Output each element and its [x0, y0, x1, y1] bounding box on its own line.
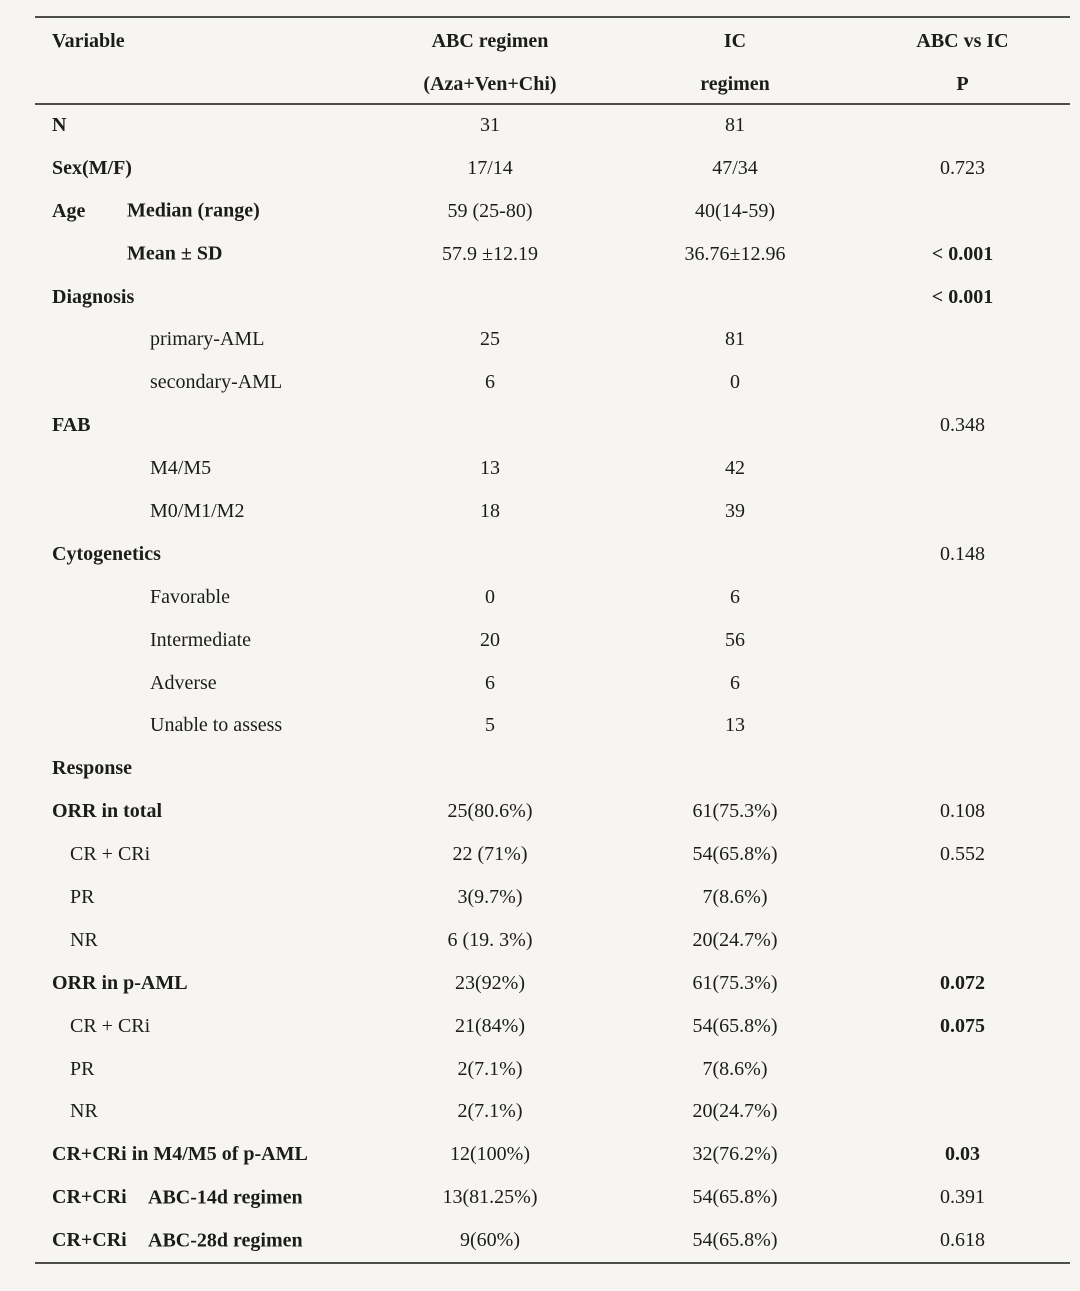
p-value-cell: 0.108 [940, 800, 985, 823]
table-row [35, 318, 1070, 361]
table-row [35, 1090, 1070, 1133]
variable-cell [35, 361, 365, 404]
header-p-line2: P [956, 73, 969, 95]
row-label: CR + CRi [70, 1014, 151, 1037]
table-row [35, 490, 1070, 533]
ic-value-cell: 20(24.7%) [692, 1100, 778, 1123]
abc-value-cell: 18 [480, 499, 500, 522]
row-label: FAB [52, 414, 91, 437]
abc-value-cell: 5 [485, 714, 495, 737]
p-value-cell: 0.348 [940, 414, 985, 437]
variable-cell [35, 876, 365, 919]
row-label: ORR in p-AML [52, 971, 188, 994]
table-row [35, 233, 1070, 276]
variable-cell [35, 147, 365, 190]
ic-value-cell: 61(75.3%) [692, 971, 778, 994]
row-label: NR [70, 928, 98, 951]
abc-value-cell: 9(60%) [460, 1229, 520, 1252]
table-row [35, 1219, 1070, 1262]
p-value-cell: < 0.001 [931, 285, 994, 308]
ic-value-cell: 81 [725, 113, 745, 136]
variable-cell [35, 576, 365, 619]
table-body [35, 104, 1070, 1262]
table-row [35, 533, 1070, 576]
ic-value-cell: 6 [730, 585, 740, 608]
abc-value-cell: 25(80.6%) [447, 800, 533, 823]
variable-cell [35, 490, 365, 533]
table-row [35, 361, 1070, 404]
table-row [35, 662, 1070, 705]
abc-value-cell: 57.9 ±12.19 [442, 242, 538, 265]
header-variable [35, 17, 365, 103]
ic-value-cell: 0 [730, 371, 740, 394]
ic-value-cell: 32(76.2%) [692, 1143, 778, 1166]
variable-cell [35, 747, 365, 790]
abc-value-cell: 17/14 [467, 156, 513, 179]
variable-cell [35, 1090, 365, 1133]
abc-value-cell: 22 (71%) [452, 843, 528, 866]
variable-cell [35, 233, 365, 276]
row-label: CR+CRi in M4/M5 of p-AML [52, 1143, 308, 1166]
row-label: PR [70, 1057, 95, 1080]
variable-cell [35, 1048, 365, 1091]
table-row [35, 276, 1070, 319]
table-row [35, 747, 1070, 790]
ic-value-cell: 61(75.3%) [692, 800, 778, 823]
p-value-cell: 0.618 [940, 1229, 985, 1252]
table-row [35, 190, 1070, 233]
abc-value-cell: 2(7.1%) [457, 1057, 523, 1080]
variable-cell [35, 533, 365, 576]
variable-cell [35, 1176, 365, 1219]
ic-value-cell: 54(65.8%) [692, 843, 778, 866]
row-label: Intermediate [150, 628, 252, 651]
ic-value-cell: 54(65.8%) [692, 1014, 778, 1037]
ic-value-cell: 13 [725, 714, 745, 737]
row-label: secondary-AML [150, 371, 283, 394]
ic-value-cell: 54(65.8%) [692, 1229, 778, 1252]
row-label: Cytogenetics [52, 542, 161, 565]
row-label: Response [52, 757, 133, 780]
variable-cell [35, 619, 365, 662]
variable-cell [35, 1005, 365, 1048]
abc-value-cell: 59 (25-80) [447, 199, 533, 222]
table-row [35, 1133, 1070, 1176]
variable-cell [35, 662, 365, 705]
abc-value-cell: 0 [485, 585, 495, 608]
variable-cell [35, 704, 365, 747]
table-row [35, 876, 1070, 919]
variable-cell [35, 404, 365, 447]
p-value-cell: < 0.001 [931, 242, 994, 265]
variable-cell [35, 962, 365, 1005]
table-header [35, 17, 1070, 103]
abc-value-cell: 31 [480, 113, 500, 136]
p-value-cell: 0.552 [940, 843, 985, 866]
table-bottom-rule [35, 1262, 1070, 1264]
abc-value-cell: 6 [485, 671, 495, 694]
p-value-cell: 0.723 [940, 156, 985, 179]
p-value-cell: 0.03 [945, 1143, 980, 1166]
abc-value-cell: 12(100%) [450, 1143, 530, 1166]
table-row [35, 1005, 1070, 1048]
variable-cell [35, 790, 365, 833]
variable-cell [35, 919, 365, 962]
ic-value-cell: 47/34 [712, 156, 758, 179]
table-row [35, 147, 1070, 190]
variable-cell [35, 833, 365, 876]
row-label: Adverse [150, 671, 217, 694]
header-p-value [855, 17, 1070, 103]
ic-value-cell: 7(8.6%) [702, 885, 768, 908]
row-sublabel: Median (range) [127, 199, 260, 222]
p-value-cell: 0.148 [940, 542, 985, 565]
row-sublabel: ABC-28d regimen [148, 1229, 303, 1252]
table-row [35, 919, 1070, 962]
row-label: CR + CRi [70, 843, 151, 866]
row-label: N [52, 113, 67, 136]
variable-cell [35, 447, 365, 490]
variable-cell [35, 1219, 365, 1262]
abc-value-cell: 6 [485, 371, 495, 394]
ic-value-cell: 81 [725, 328, 745, 351]
table-row [35, 1176, 1070, 1219]
header-abc-line1: ABC regimen [431, 30, 549, 52]
header-abc-line2: (Aza+Ven+Chi) [423, 73, 557, 95]
abc-value-cell: 2(7.1%) [457, 1100, 523, 1123]
row-label: Favorable [150, 585, 230, 608]
table-row [35, 704, 1070, 747]
ic-value-cell: 40(14-59) [695, 199, 775, 222]
table-row [35, 576, 1070, 619]
row-label: NR [70, 1100, 98, 1123]
ic-value-cell: 54(65.8%) [692, 1186, 778, 1209]
variable-cell [35, 276, 365, 319]
abc-value-cell: 3(9.7%) [457, 885, 523, 908]
header-ic-line2: regimen [700, 73, 770, 95]
abc-value-cell: 23(92%) [455, 971, 525, 994]
abc-value-cell: 6 (19. 3%) [447, 928, 533, 951]
header-ic-line1: IC [723, 30, 747, 52]
abc-value-cell: 13 [480, 457, 500, 480]
row-label: Age [52, 199, 86, 222]
row-label: Diagnosis [52, 285, 135, 308]
ic-value-cell: 56 [725, 628, 745, 651]
abc-value-cell: 13(81.25%) [442, 1186, 538, 1209]
variable-cell [35, 190, 365, 233]
row-label: CR+CRi [52, 1229, 127, 1252]
variable-cell [35, 1133, 365, 1176]
row-sublabel: ABC-14d regimen [148, 1186, 303, 1209]
row-label: Sex(M/F) [52, 156, 132, 179]
p-value-cell: 0.075 [940, 1014, 985, 1037]
table-row [35, 104, 1070, 147]
table-row [35, 404, 1070, 447]
row-label: ORR in total [52, 800, 162, 823]
p-value-cell: 0.391 [940, 1186, 985, 1209]
table-row [35, 1048, 1070, 1091]
abc-value-cell: 21(84%) [455, 1014, 525, 1037]
row-sublabel: Mean ± SD [127, 242, 223, 265]
table-row [35, 619, 1070, 662]
row-label: M0/M1/M2 [150, 499, 245, 522]
variable-cell [35, 318, 365, 361]
header-ic-regimen [615, 17, 855, 103]
p-value-cell: 0.072 [940, 971, 985, 994]
header-variable-label: Variable [52, 30, 125, 52]
row-label: M4/M5 [150, 457, 212, 480]
abc-value-cell: 20 [480, 628, 500, 651]
table-row [35, 962, 1070, 1005]
table-row [35, 447, 1070, 490]
abc-value-cell: 25 [480, 328, 500, 351]
header-p-line1: ABC vs IC [916, 30, 1009, 52]
ic-value-cell: 7(8.6%) [702, 1057, 768, 1080]
ic-value-cell: 39 [725, 499, 745, 522]
ic-value-cell: 20(24.7%) [692, 928, 778, 951]
row-label: primary-AML [150, 328, 265, 351]
variable-cell [35, 104, 365, 147]
table-row [35, 790, 1070, 833]
row-label: CR+CRi [52, 1186, 127, 1209]
header-abc-regimen [365, 17, 615, 103]
row-label: PR [70, 885, 95, 908]
ic-value-cell: 6 [730, 671, 740, 694]
row-label: Unable to assess [150, 714, 283, 737]
ic-value-cell: 42 [725, 457, 745, 480]
ic-value-cell: 36.76±12.96 [684, 242, 786, 265]
table-row [35, 833, 1070, 876]
